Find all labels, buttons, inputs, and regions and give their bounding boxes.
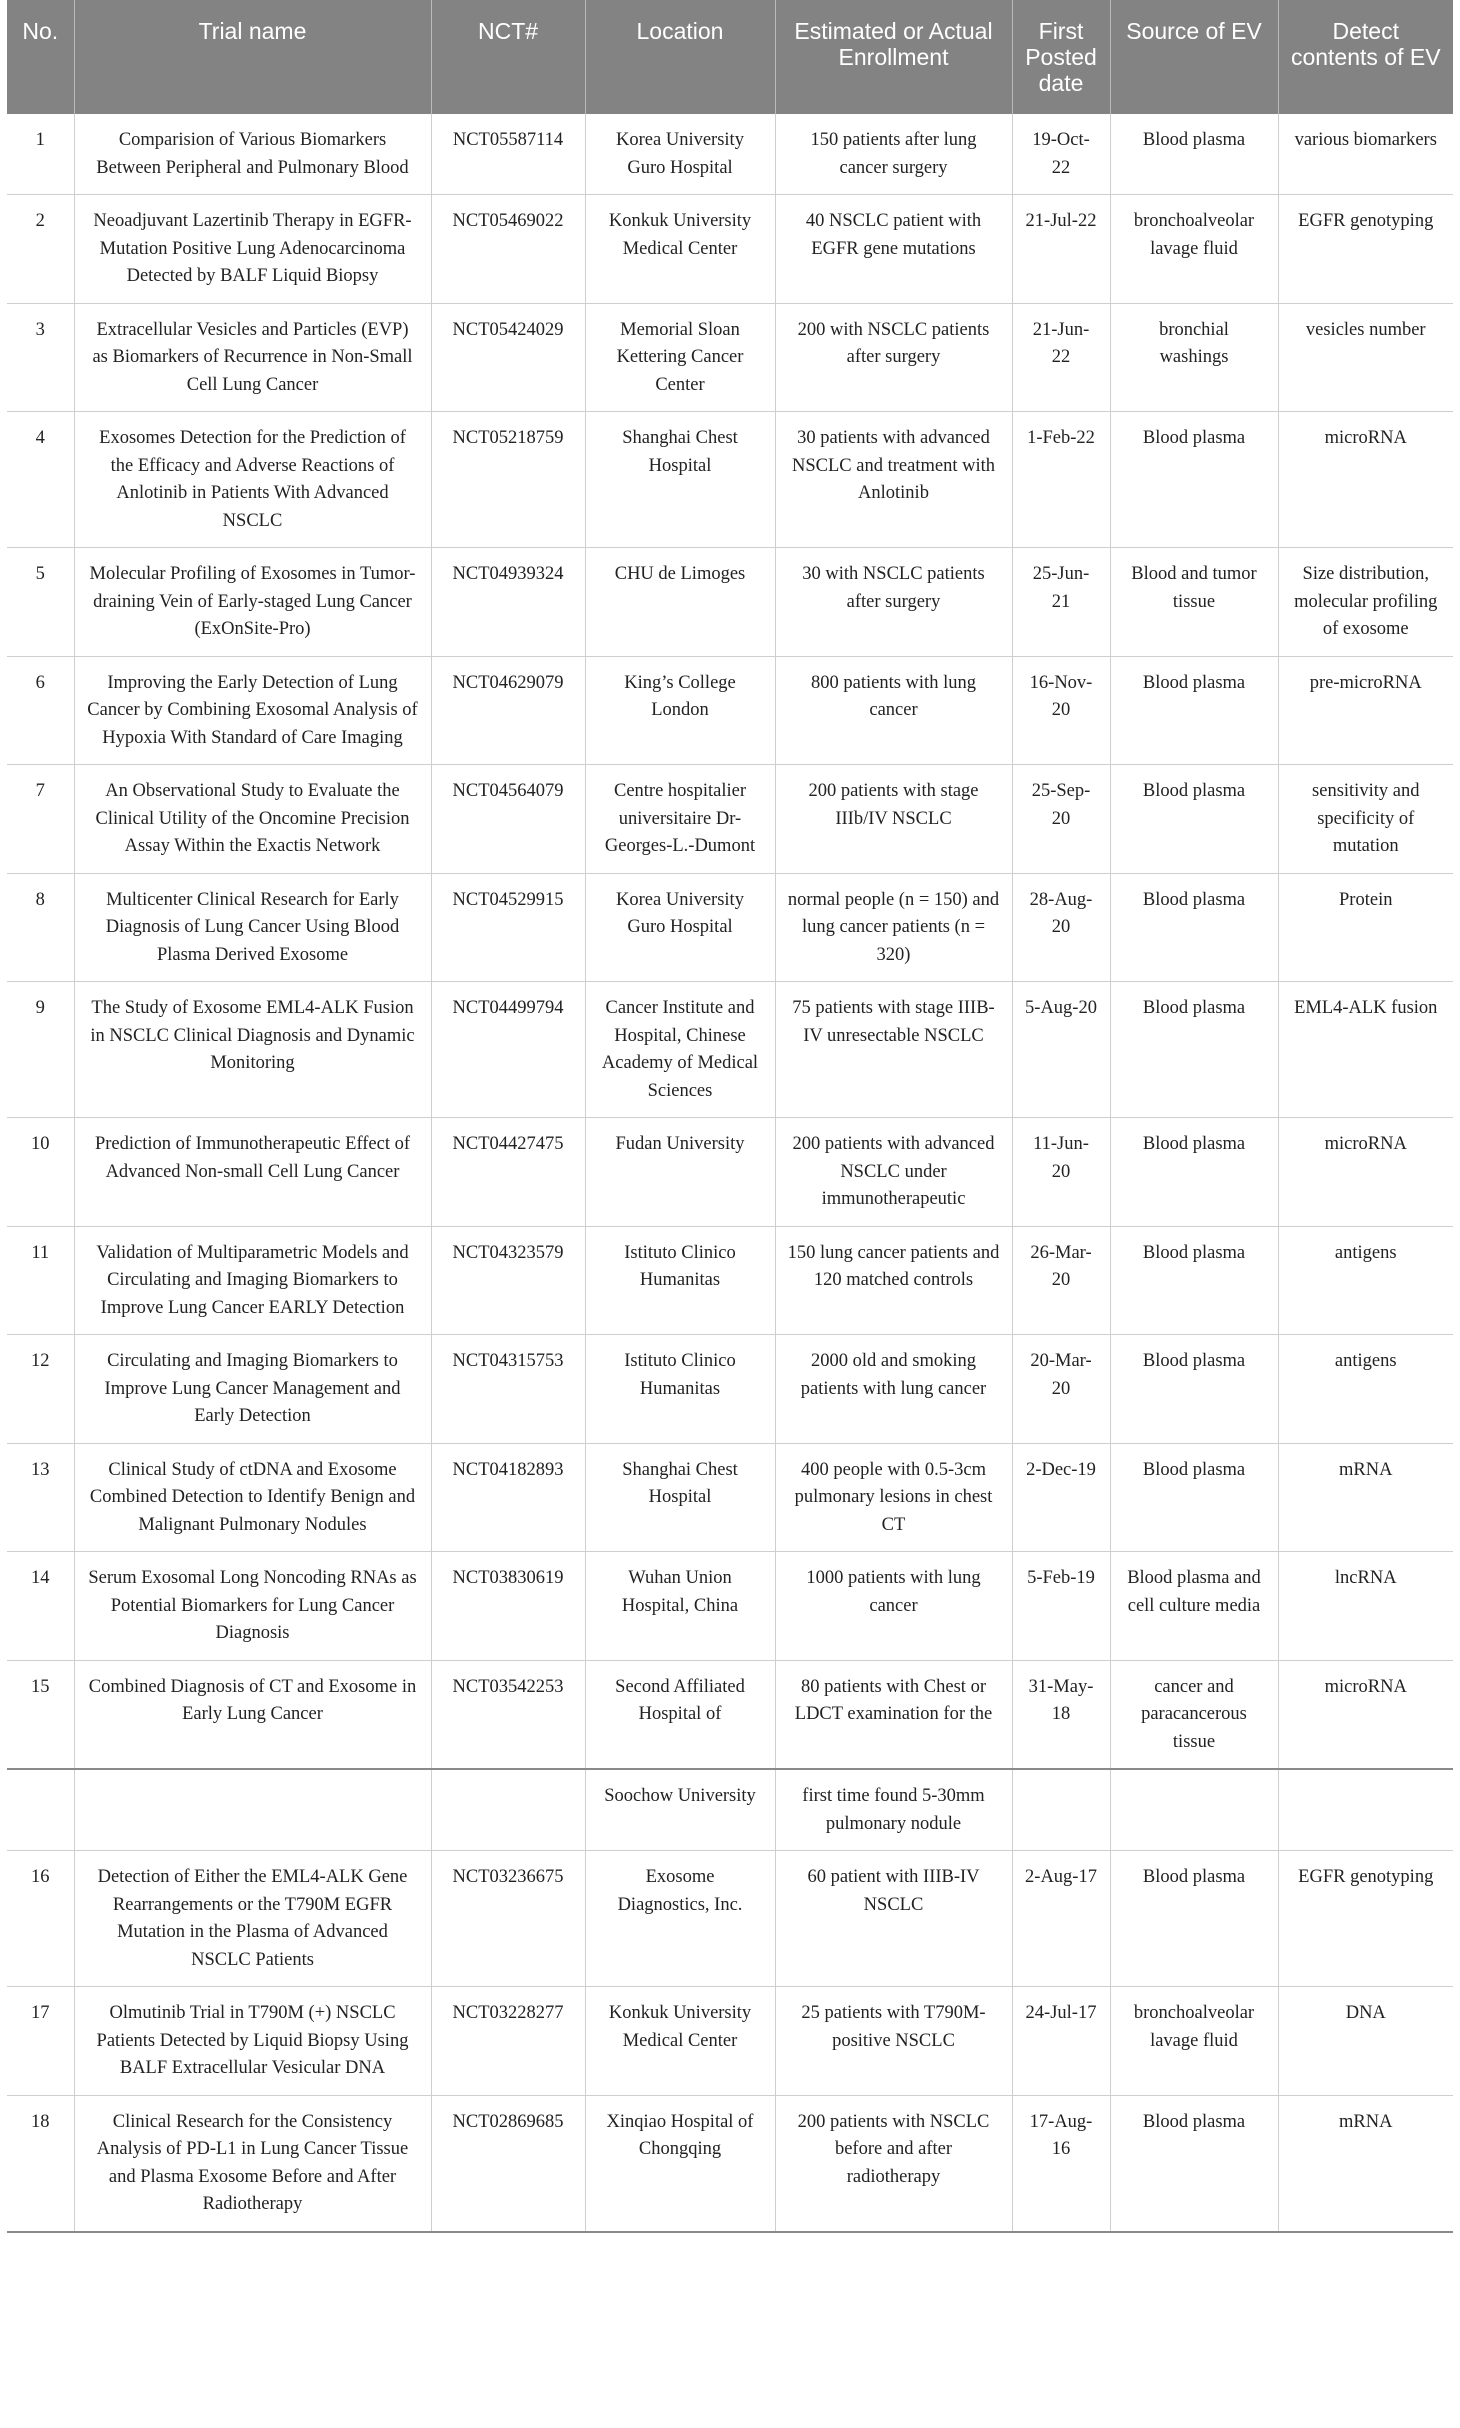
cell-enrollment: 30 patients with advanced NSCLC and treatment with Anlotinib bbox=[775, 412, 1012, 548]
cell-enrollment: 150 lung cancer patients and 120 matched controls bbox=[775, 1226, 1012, 1335]
cell-nct: NCT04315753 bbox=[431, 1335, 585, 1444]
cell-location: Korea University Guro Hospital bbox=[585, 873, 775, 982]
header-no: No. bbox=[7, 0, 74, 114]
table-row bbox=[7, 1769, 1453, 1851]
table-row bbox=[7, 303, 1453, 412]
cell-enrollment: 25 patients with T790M-positive NSCLC bbox=[775, 1987, 1012, 2096]
cell-source-of-ev: Blood plasma bbox=[1110, 765, 1278, 874]
cell-source-of-ev: Blood plasma and cell culture media bbox=[1110, 1552, 1278, 1661]
table-row bbox=[7, 412, 1453, 548]
cell-location: Konkuk University Medical Center bbox=[585, 195, 775, 304]
cell-trial-name: An Observational Study to Evaluate the Clinical Utility of the Oncomine Precision Assay Within the Exactis Network bbox=[74, 765, 431, 874]
cell-trial-name: Extracellular Vesicles and Particles (EVP) as Biomarkers of Recurrence in Non-Small Cell Lung Cancer bbox=[74, 303, 431, 412]
cell-enrollment: 200 patients with advanced NSCLC under immunotherapeutic bbox=[775, 1118, 1012, 1227]
cell-source-of-ev: bronchoalveolar lavage fluid bbox=[1110, 1987, 1278, 2096]
cell-nct: NCT05587114 bbox=[431, 114, 585, 195]
cell-trial-name: Validation of Multiparametric Models and Circulating and Imaging Biomarkers to Improve Lung Cancer EARLY Detection bbox=[74, 1226, 431, 1335]
cell-trial-name: Circulating and Imaging Biomarkers to Improve Lung Cancer Management and Early Detection bbox=[74, 1335, 431, 1444]
cell-nct: NCT04564079 bbox=[431, 765, 585, 874]
cell-source-of-ev: Blood plasma bbox=[1110, 1851, 1278, 1987]
cell-trial-name: Serum Exosomal Long Noncoding RNAs as Potential Biomarkers for Lung Cancer Diagnosis bbox=[74, 1552, 431, 1661]
cell-nct: NCT03542253 bbox=[431, 1660, 585, 1769]
cell-location: Soochow University bbox=[585, 1769, 775, 1851]
cell-location: Xinqiao Hospital of Chongqing bbox=[585, 2095, 775, 2232]
cell-first-posted-date: 26-Mar-20 bbox=[1012, 1226, 1110, 1335]
header-trial-name: Trial name bbox=[74, 0, 431, 114]
cell-no: 8 bbox=[7, 873, 74, 982]
cell-detect-contents: lncRNA bbox=[1278, 1552, 1453, 1661]
cell-source-of-ev bbox=[1110, 1769, 1278, 1851]
cell-enrollment: first time found 5-30mm pulmonary nodule bbox=[775, 1769, 1012, 1851]
cell-location: Shanghai Chest Hospital bbox=[585, 1443, 775, 1552]
cell-no: 13 bbox=[7, 1443, 74, 1552]
cell-enrollment: 1000 patients with lung cancer bbox=[775, 1552, 1012, 1661]
cell-detect-contents: Size distribution, molecular profiling of exosome bbox=[1278, 548, 1453, 657]
cell-enrollment: 30 with NSCLC patients after surgery bbox=[775, 548, 1012, 657]
cell-trial-name: Comparision of Various Biomarkers Between Peripheral and Pulmonary Blood bbox=[74, 114, 431, 195]
cell-no: 14 bbox=[7, 1552, 74, 1661]
cell-first-posted-date: 17-Aug-16 bbox=[1012, 2095, 1110, 2232]
cell-location: Memorial Sloan Kettering Cancer Center bbox=[585, 303, 775, 412]
cell-location: Fudan University bbox=[585, 1118, 775, 1227]
cell-location: Konkuk University Medical Center bbox=[585, 1987, 775, 2096]
table-row bbox=[7, 1118, 1453, 1227]
table-row bbox=[7, 982, 1453, 1118]
cell-enrollment: 40 NSCLC patient with EGFR gene mutations bbox=[775, 195, 1012, 304]
trials-table-container bbox=[7, 0, 1453, 2233]
cell-first-posted-date: 1-Feb-22 bbox=[1012, 412, 1110, 548]
header-nct: NCT# bbox=[431, 0, 585, 114]
cell-location: CHU de Limoges bbox=[585, 548, 775, 657]
cell-first-posted-date: 5-Feb-19 bbox=[1012, 1552, 1110, 1661]
cell-source-of-ev: cancer and paracancerous tissue bbox=[1110, 1660, 1278, 1769]
cell-location: Korea University Guro Hospital bbox=[585, 114, 775, 195]
cell-trial-name bbox=[74, 1769, 431, 1851]
cell-detect-contents: mRNA bbox=[1278, 1443, 1453, 1552]
cell-no bbox=[7, 1769, 74, 1851]
cell-enrollment: 80 patients with Chest or LDCT examination for the bbox=[775, 1660, 1012, 1769]
cell-nct: NCT04529915 bbox=[431, 873, 585, 982]
cell-source-of-ev: Blood plasma bbox=[1110, 114, 1278, 195]
cell-no: 2 bbox=[7, 195, 74, 304]
cell-nct: NCT03228277 bbox=[431, 1987, 585, 2096]
cell-location: Centre hospitalier universitaire Dr-Georges-L.-Dumont bbox=[585, 765, 775, 874]
cell-first-posted-date: 2-Aug-17 bbox=[1012, 1851, 1110, 1987]
cell-nct bbox=[431, 1769, 585, 1851]
cell-nct: NCT05218759 bbox=[431, 412, 585, 548]
cell-no: 10 bbox=[7, 1118, 74, 1227]
cell-enrollment: 60 patient with IIIB-IV NSCLC bbox=[775, 1851, 1012, 1987]
cell-detect-contents: microRNA bbox=[1278, 1118, 1453, 1227]
table-row bbox=[7, 1552, 1453, 1661]
cell-detect-contents: DNA bbox=[1278, 1987, 1453, 2096]
cell-trial-name: Combined Diagnosis of CT and Exosome in Early Lung Cancer bbox=[74, 1660, 431, 1769]
cell-source-of-ev: Blood plasma bbox=[1110, 412, 1278, 548]
cell-source-of-ev: Blood plasma bbox=[1110, 982, 1278, 1118]
cell-detect-contents: microRNA bbox=[1278, 412, 1453, 548]
cell-trial-name: Molecular Profiling of Exosomes in Tumor-draining Vein of Early-staged Lung Cancer (ExOnSite-Pro) bbox=[74, 548, 431, 657]
table-row bbox=[7, 2095, 1453, 2232]
cell-location: Istituto Clinico Humanitas bbox=[585, 1335, 775, 1444]
cell-first-posted-date: 21-Jun-22 bbox=[1012, 303, 1110, 412]
table-row bbox=[7, 548, 1453, 657]
cell-enrollment: 200 patients with stage IIIb/IV NSCLC bbox=[775, 765, 1012, 874]
cell-nct: NCT05469022 bbox=[431, 195, 585, 304]
table-body bbox=[7, 114, 1453, 2232]
cell-no: 11 bbox=[7, 1226, 74, 1335]
cell-enrollment: 200 with NSCLC patients after surgery bbox=[775, 303, 1012, 412]
cell-no: 9 bbox=[7, 982, 74, 1118]
cell-trial-name: Neoadjuvant Lazertinib Therapy in EGFR-Mutation Positive Lung Adenocarcinoma Detected by BALF Liquid Biopsy bbox=[74, 195, 431, 304]
cell-no: 3 bbox=[7, 303, 74, 412]
table-row bbox=[7, 114, 1453, 195]
cell-location: Istituto Clinico Humanitas bbox=[585, 1226, 775, 1335]
cell-source-of-ev: Blood plasma bbox=[1110, 2095, 1278, 2232]
cell-no: 16 bbox=[7, 1851, 74, 1987]
cell-no: 12 bbox=[7, 1335, 74, 1444]
table-row bbox=[7, 1226, 1453, 1335]
table-row bbox=[7, 1443, 1453, 1552]
cell-first-posted-date: 25-Jun-21 bbox=[1012, 548, 1110, 657]
table-row bbox=[7, 656, 1453, 765]
cell-location: Cancer Institute and Hospital, Chinese Academy of Medical Sciences bbox=[585, 982, 775, 1118]
cell-trial-name: Clinical Research for the Consistency Analysis of PD-L1 in Lung Cancer Tissue and Plasma Exosome Before and After Radiotherapy bbox=[74, 2095, 431, 2232]
cell-first-posted-date bbox=[1012, 1769, 1110, 1851]
cell-source-of-ev: Blood plasma bbox=[1110, 1335, 1278, 1444]
cell-first-posted-date: 20-Mar-20 bbox=[1012, 1335, 1110, 1444]
cell-first-posted-date: 2-Dec-19 bbox=[1012, 1443, 1110, 1552]
table-row bbox=[7, 1660, 1453, 1769]
cell-nct: NCT04427475 bbox=[431, 1118, 585, 1227]
cell-trial-name: Detection of Either the EML4-ALK Gene Rearrangements or the T790M EGFR Mutation in the Plasma of Advanced NSCLC Patients bbox=[74, 1851, 431, 1987]
cell-no: 4 bbox=[7, 412, 74, 548]
cell-nct: NCT04182893 bbox=[431, 1443, 585, 1552]
cell-first-posted-date: 28-Aug-20 bbox=[1012, 873, 1110, 982]
cell-source-of-ev: Blood plasma bbox=[1110, 873, 1278, 982]
cell-no: 18 bbox=[7, 2095, 74, 2232]
cell-first-posted-date: 21-Jul-22 bbox=[1012, 195, 1110, 304]
table-row bbox=[7, 1335, 1453, 1444]
cell-enrollment: 75 patients with stage IIIB-IV unresectable NSCLC bbox=[775, 982, 1012, 1118]
cell-enrollment: 150 patients after lung cancer surgery bbox=[775, 114, 1012, 195]
cell-enrollment: 400 people with 0.5-3cm pulmonary lesions in chest CT bbox=[775, 1443, 1012, 1552]
cell-enrollment: normal people (n = 150) and lung cancer patients (n = 320) bbox=[775, 873, 1012, 982]
cell-nct: NCT04323579 bbox=[431, 1226, 585, 1335]
cell-source-of-ev: Blood plasma bbox=[1110, 656, 1278, 765]
cell-detect-contents: various biomarkers bbox=[1278, 114, 1453, 195]
cell-nct: NCT05424029 bbox=[431, 303, 585, 412]
cell-detect-contents: vesicles number bbox=[1278, 303, 1453, 412]
cell-no: 17 bbox=[7, 1987, 74, 2096]
cell-no: 7 bbox=[7, 765, 74, 874]
header-location: Location bbox=[585, 0, 775, 114]
header-first-posted-date: First Posted date bbox=[1012, 0, 1110, 114]
cell-nct: NCT03830619 bbox=[431, 1552, 585, 1661]
header-detect-contents: Detect contents of EV bbox=[1278, 0, 1453, 114]
cell-first-posted-date: 25-Sep-20 bbox=[1012, 765, 1110, 874]
table-row bbox=[7, 873, 1453, 982]
cell-no: 5 bbox=[7, 548, 74, 657]
clinical-trials-table bbox=[7, 0, 1453, 2233]
cell-first-posted-date: 11-Jun-20 bbox=[1012, 1118, 1110, 1227]
cell-first-posted-date: 19-Oct-22 bbox=[1012, 114, 1110, 195]
cell-detect-contents: microRNA bbox=[1278, 1660, 1453, 1769]
cell-trial-name: Multicenter Clinical Research for Early Diagnosis of Lung Cancer Using Blood Plasma Derived Exosome bbox=[74, 873, 431, 982]
cell-enrollment: 200 patients with NSCLC before and after radiotherapy bbox=[775, 2095, 1012, 2232]
cell-location: King’s College London bbox=[585, 656, 775, 765]
cell-trial-name: Prediction of Immunotherapeutic Effect of Advanced Non-small Cell Lung Cancer bbox=[74, 1118, 431, 1227]
cell-detect-contents bbox=[1278, 1769, 1453, 1851]
table-row bbox=[7, 1851, 1453, 1987]
table-row bbox=[7, 765, 1453, 874]
cell-no: 15 bbox=[7, 1660, 74, 1769]
cell-source-of-ev: Blood plasma bbox=[1110, 1118, 1278, 1227]
cell-first-posted-date: 24-Jul-17 bbox=[1012, 1987, 1110, 2096]
cell-location: Shanghai Chest Hospital bbox=[585, 412, 775, 548]
cell-detect-contents: sensitivity and specificity of mutation bbox=[1278, 765, 1453, 874]
cell-enrollment: 800 patients with lung cancer bbox=[775, 656, 1012, 765]
cell-source-of-ev: Blood and tumor tissue bbox=[1110, 548, 1278, 657]
cell-no: 6 bbox=[7, 656, 74, 765]
cell-source-of-ev: bronchoalveolar lavage fluid bbox=[1110, 195, 1278, 304]
cell-nct: NCT02869685 bbox=[431, 2095, 585, 2232]
cell-location: Wuhan Union Hospital, China bbox=[585, 1552, 775, 1661]
cell-no: 1 bbox=[7, 114, 74, 195]
cell-source-of-ev: Blood plasma bbox=[1110, 1443, 1278, 1552]
cell-detect-contents: EGFR genotyping bbox=[1278, 195, 1453, 304]
cell-nct: NCT04939324 bbox=[431, 548, 585, 657]
cell-first-posted-date: 5-Aug-20 bbox=[1012, 982, 1110, 1118]
cell-detect-contents: mRNA bbox=[1278, 2095, 1453, 2232]
cell-detect-contents: EML4-ALK fusion bbox=[1278, 982, 1453, 1118]
header-source-of-ev: Source of EV bbox=[1110, 0, 1278, 114]
cell-first-posted-date: 31-May-18 bbox=[1012, 1660, 1110, 1769]
table-row bbox=[7, 195, 1453, 304]
cell-trial-name: Improving the Early Detection of Lung Cancer by Combining Exosomal Analysis of Hypoxia With Standard of Care Imaging bbox=[74, 656, 431, 765]
cell-detect-contents: Protein bbox=[1278, 873, 1453, 982]
cell-source-of-ev: bronchial washings bbox=[1110, 303, 1278, 412]
cell-trial-name: Clinical Study of ctDNA and Exosome Combined Detection to Identify Benign and Malignant Pulmonary Nodules bbox=[74, 1443, 431, 1552]
cell-enrollment: 2000 old and smoking patients with lung cancer bbox=[775, 1335, 1012, 1444]
cell-detect-contents: EGFR genotyping bbox=[1278, 1851, 1453, 1987]
table-header bbox=[7, 0, 1453, 114]
cell-location: Second Affiliated Hospital of bbox=[585, 1660, 775, 1769]
header-enrollment: Estimated or Actual Enrollment bbox=[775, 0, 1012, 114]
cell-trial-name: Exosomes Detection for the Prediction of the Efficacy and Adverse Reactions of Anlotinib in Patients With Advanced NSCLC bbox=[74, 412, 431, 548]
table-row bbox=[7, 1987, 1453, 2096]
cell-source-of-ev: Blood plasma bbox=[1110, 1226, 1278, 1335]
cell-location: Exosome Diagnostics, Inc. bbox=[585, 1851, 775, 1987]
cell-nct: NCT03236675 bbox=[431, 1851, 585, 1987]
cell-trial-name: Olmutinib Trial in T790M (+) NSCLC Patients Detected by Liquid Biopsy Using BALF Extracellular Vesicular DNA bbox=[74, 1987, 431, 2096]
cell-first-posted-date: 16-Nov-20 bbox=[1012, 656, 1110, 765]
cell-trial-name: The Study of Exosome EML4-ALK Fusion in NSCLC Clinical Diagnosis and Dynamic Monitoring bbox=[74, 982, 431, 1118]
cell-detect-contents: antigens bbox=[1278, 1335, 1453, 1444]
cell-detect-contents: pre-microRNA bbox=[1278, 656, 1453, 765]
cell-nct: NCT04629079 bbox=[431, 656, 585, 765]
cell-nct: NCT04499794 bbox=[431, 982, 585, 1118]
cell-detect-contents: antigens bbox=[1278, 1226, 1453, 1335]
